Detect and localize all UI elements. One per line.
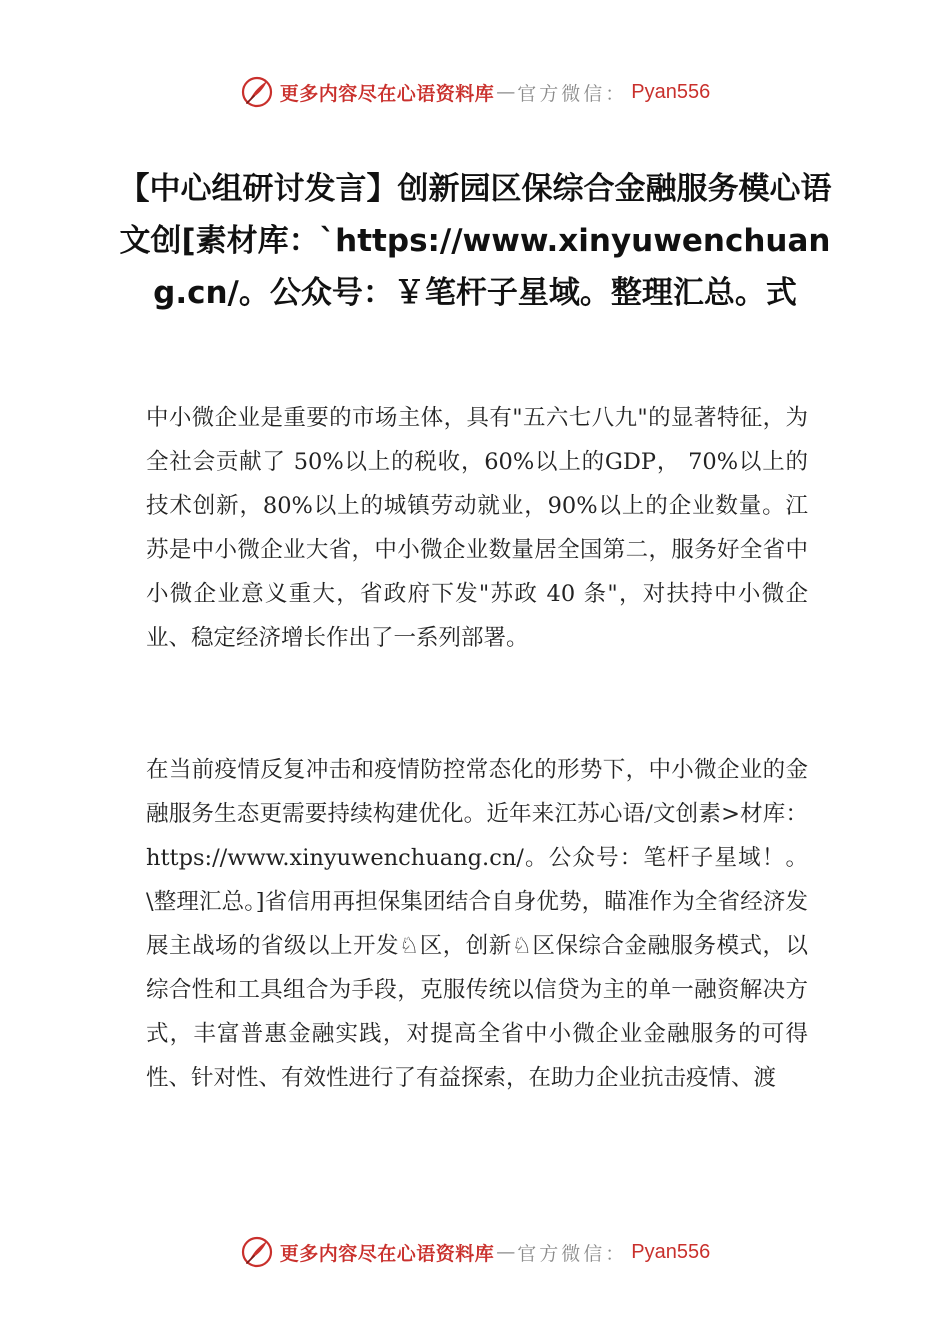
paragraph-1: 中小微企业是重要的市场主体，具有"五六七八九"的显著特征，为全社会贡献了 50%以上的税收，60%以上的GDP， 70%以上的技术创新，80%以上的城镇劳动就业，90%以上的企业数量。江苏是中小微企业大省，中小微企业数量居全国第二，服务好全省中小微企业意义重大，省政府下发"苏政 40 条"，对扶持中小微企业、稳定经济增长作出了一系列部署。 bbox=[146, 405, 808, 651]
banner-wechat-id: Pyan556 bbox=[631, 80, 711, 103]
banner-wechat-label: 官方微信： bbox=[517, 82, 628, 105]
feather-pen-logo-icon bbox=[240, 75, 274, 109]
banner-wechat-id: Pyan556 bbox=[631, 1240, 711, 1263]
paragraph-2: 在当前疫情反复冲击和疫情防控常态化的形势下，中小微企业的金融服务生态更需要持续构建优化。近年来江苏心语/文创素>材库：https://www.xinyuwenchuang.cn/。公众号：笔杆子星域！。\整理汇总。]省信用再担保集团结合自身优势，瞄准作为全省经济发展主战场的省级以上开发♘区，创新♘区保综合金融服务模式，以综合性和工具组合为手段，克服传统以信贷为主的单一融资解决方式，丰富普惠金融实践，对提高全省中小微企业金融服务的可得性、针对性、有效性进行了有益探索，在助力企业抗击疫情、渡 bbox=[146, 757, 808, 1091]
feather-pen-logo-icon bbox=[240, 1235, 274, 1269]
footer-watermark-banner bbox=[0, 1230, 950, 1274]
header-watermark-banner bbox=[0, 70, 950, 114]
banner-text: 更多内容尽在心语资料库 bbox=[279, 82, 495, 105]
banner-wechat-label: 官方微信： bbox=[517, 1242, 628, 1265]
document-title: 【中心组研讨发言】创新园区保综合金融服务模心语文创[素材库：`https://www.xinyuwenchuang.cn/。公众号：￥笔杆子星域。整理汇总。式 bbox=[118, 171, 832, 311]
banner-text: 更多内容尽在心语资料库 bbox=[279, 1242, 495, 1265]
banner-dash: — bbox=[496, 81, 516, 103]
banner-dash: — bbox=[496, 1241, 516, 1263]
